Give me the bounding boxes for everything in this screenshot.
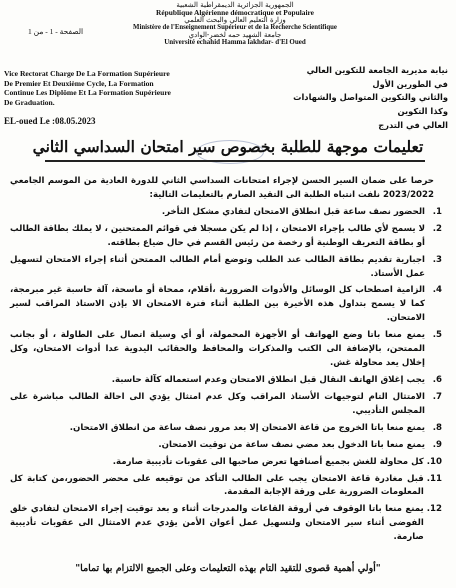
item-text: الزامية اصطحاب كل الوسائل والأدوات الضرورية ،أقلام، ممحاة أو ماسحة، آلة حاسبة غير مبرمجة، كما لا يسمح بتداول هذه الأخيرة بين الطلبة أثناء فترة الامتحان الا بإذن الاستاذ المراقب لسير الامتحان. [10, 285, 425, 324]
department-line: De Graduation. [4, 98, 55, 108]
item-number: 4. [432, 285, 442, 296]
header-university-fr: Université echahid Hamma lakhdar- d'El Oued [164, 37, 306, 46]
list-item [10, 456, 442, 470]
list-item [10, 391, 442, 419]
list-item [10, 223, 442, 251]
item-number: 6. [432, 374, 442, 385]
intro-paragraph: حرصا على ضمان السير الحسن لإجراء امتحانات السداسي الثاني للدورة العادية من الموسم الجامعي 2023/2022 نلفت انتباه الطلبة الى التقيد الصارم بالتعليمات التالية: [10, 176, 434, 200]
list-item [10, 206, 442, 220]
item-number: 12. [426, 504, 442, 515]
item-number: 3. [432, 254, 442, 265]
item-text: يمنع منعا باتا الوقوف في أروقة القاعات والمدرجات أثناء و بعد توقيت إجراء الامتحان لتفادي خلق الفوضى أثناء سير الامتحان ولتسهيل عمل أعوان الأمن يؤدي عدم الامتثال الى عقوبات تأديبية صارمة. [10, 504, 424, 543]
list-item [10, 503, 442, 545]
item-text: الحضور نصف ساعة قبل انطلاق الامتحان لتفادي مشكل التأخر. [161, 206, 425, 217]
list-item [10, 284, 442, 326]
title-underline [45, 160, 425, 162]
item-number: 5. [432, 330, 442, 341]
item-number: 10. [426, 456, 442, 467]
page-counter: الصفحة - 1 - من 1 [28, 27, 84, 36]
department-line: Vice Rectorat Charge De La Formation Supérieure [4, 69, 170, 78]
department-line-ar: نيابة مديرية الجامعة للتكوين العالي في الطورين الأول [306, 65, 448, 89]
item-number: 8. [432, 422, 442, 433]
item-number: 2. [432, 223, 442, 234]
item-text: يمنع منعا باتا الخروج من قاعة الامتحان إلا بعد مرور نصف ساعة من انطلاق الامتحان. [69, 422, 425, 433]
letterhead [110, 2, 360, 46]
item-text: الامتثال التام لتوجيهات الأستاذ المراقب وكل عدم امتثال يؤدي الى احالة الطالب مباشرة على المجلس التأديبي. [10, 391, 425, 416]
item-number: 7. [432, 391, 442, 402]
instructions-list [10, 206, 442, 545]
header-ministry-ar: وزارة التعليم العالي والبحث العلمي [184, 16, 286, 25]
item-number: 1. [432, 206, 442, 217]
department-line: Continue Les Diplôme Et La Formation Supérieure [4, 88, 171, 98]
item-number: 11. [426, 473, 442, 484]
item-text: يمنع منعا باتا الدخول بعد مضي نصف ساعة من توقيت الامتحان. [158, 439, 425, 450]
department-line-ar: والثاني والتكوين المتواصل والشهادات وكذا التكوين [293, 92, 448, 117]
list-item [10, 422, 442, 436]
item-text: اجبارية تقديم بطاقة الطالب عند الطلب وتوضع أمام الطالب الممتحن أثناء إجراء الامتحان لتسهيل عمل الأستاذ. [10, 254, 425, 279]
item-number: 9. [432, 439, 442, 450]
department-ar [293, 64, 448, 132]
department-line: De Premier Et Deuxième Cycle, La Formation [4, 78, 154, 88]
list-item [10, 439, 442, 453]
item-text: قبل مغادرة قاعة الامتحان يجب على الطالب التأكد من توقيعه على محضر الحضور،من كتابة كل المعلومات الضرورية على ورقة الإجابة المقدمة. [10, 473, 424, 498]
header-ministry-fr: Ministère de l'Enseignement Supérieur et de la Recherche Scientifique [133, 24, 337, 32]
item-text: يمنع منعا باتا وضع الهواتف أو الأجهزة المحمولة، أو أي وسيلة اتصال على الطاولة ، أو بجانب الممتحن، بالإضافة الى الكتب والمذكرات والمحافظ والحقائب اليدوية عدا أدوات الامتحان، وكل إخلال يعد محاولة غش. [10, 330, 425, 369]
header-republic-ar: الجمهورية الجزائرية الديمقراطية الشعبية [176, 1, 294, 9]
list-item [10, 329, 442, 371]
header-republic-fr: République Algérienne démocratique et Populaire [156, 8, 314, 18]
list-item [10, 473, 442, 501]
document-date: EL-oued Le :08.05.2023 [4, 116, 96, 126]
item-text: يجب إغلاق الهاتف النقال قبل انطلاق الامتحان وعدم استعماله كآلة حاسبة. [111, 374, 425, 385]
list-item [10, 254, 442, 282]
document-title: تعليمات موجهة للطلبة بخصوص سير امتحان السداسي الثاني [32, 137, 424, 156]
closing-note: "أولي أهمية قصوى للتقيد التام بهذه التعليمات وعلى الجميع الالتزام بها تماما" [75, 563, 381, 574]
department-fr [4, 69, 179, 108]
header-university-ar: جامعة الشهيد حمه لخضر-الوادي [188, 30, 282, 39]
list-item [10, 374, 442, 388]
department-line-ar: العالي في التدرج [378, 119, 448, 130]
item-text: لا يسمح لأي طالب بإجراء الامتحان ، إذا لم يكن مسجلا في قوائم الممتحنين ، لا يملك بطاقة الطالب أو بطاقة التعريف الوطنية أو رخصة من رئيس القسم في حال ضياع بطاقته. [10, 223, 425, 248]
item-text: كل محاولة للغش بجميع أصنافها تعرض صاحبها الى عقوبات تأديبية صارمة. [112, 456, 424, 467]
instructions-body [10, 175, 442, 548]
